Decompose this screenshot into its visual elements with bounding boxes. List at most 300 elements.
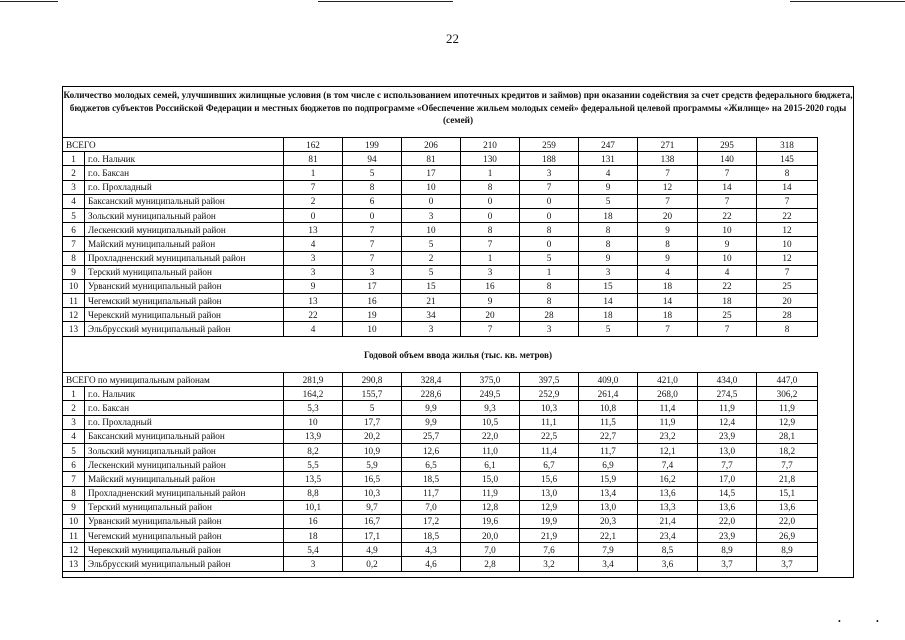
table-row	[63, 529, 818, 543]
district-name: Зольский муниципальный район	[85, 443, 284, 457]
table-cell: 0	[343, 208, 402, 222]
district-name: г.о. Баксан	[85, 166, 284, 180]
table-cell: 188	[520, 152, 579, 166]
table-cell: 14	[757, 180, 818, 194]
table-cell: 9	[579, 180, 638, 194]
row-number: 2	[63, 166, 85, 180]
table-cell: 261,4	[579, 387, 638, 401]
row-number: 3	[63, 415, 85, 429]
table-cell: 7	[757, 194, 818, 208]
district-name: Майский муниципальный район	[85, 472, 284, 486]
table-cell: 3	[579, 265, 638, 279]
table-cell: 11,9	[757, 401, 818, 415]
table-cell: 8	[461, 180, 520, 194]
table-cell: 6,5	[402, 458, 461, 472]
table-row	[63, 166, 818, 180]
table-cell: 4	[284, 237, 343, 251]
table-cell: 0	[520, 208, 579, 222]
table-cell: 1	[461, 166, 520, 180]
table-row	[63, 208, 818, 222]
housing-section-title: Годовой объем ввода жилья (тыс. кв. метров)	[363, 350, 553, 360]
table-cell: 5	[402, 265, 461, 279]
scan-mark: •	[838, 617, 841, 626]
table-cell: 5	[579, 194, 638, 208]
table-cell: 10	[757, 237, 818, 251]
table-cell: 3,2	[520, 557, 579, 571]
total-value: 271	[638, 138, 698, 152]
table-cell: 8	[579, 237, 638, 251]
table-cell: 17,1	[343, 529, 402, 543]
top-rule-middle	[318, 1, 453, 2]
table-cell: 8	[757, 166, 818, 180]
table-cell: 20,3	[579, 514, 638, 528]
table-cell: 9	[284, 279, 343, 293]
table-cell: 18	[638, 279, 698, 293]
table-cell: 94	[343, 152, 402, 166]
row-number: 8	[63, 486, 85, 500]
row-number: 6	[63, 223, 85, 237]
table-cell: 7	[757, 265, 818, 279]
total-value: 328,4	[402, 373, 461, 387]
table-cell: 9,7	[343, 500, 402, 514]
row-number: 12	[63, 543, 85, 557]
district-name: Терский муниципальный район	[85, 500, 284, 514]
table-cell: 13,6	[698, 500, 757, 514]
table-cell: 7	[343, 251, 402, 265]
table-cell: 131	[579, 152, 638, 166]
table-cell: 8	[520, 294, 579, 308]
top-rule-right	[790, 1, 905, 2]
table-cell: 0	[284, 208, 343, 222]
table-row	[63, 223, 818, 237]
table-cell: 11,9	[461, 486, 520, 500]
district-name: Эльбрусский муниципальный район	[85, 557, 284, 571]
table-cell: 25,7	[402, 429, 461, 443]
table-cell: 9,9	[402, 401, 461, 415]
table-cell: 12	[757, 223, 818, 237]
total-value: 259	[520, 138, 579, 152]
district-name: г.о. Нальчик	[85, 387, 284, 401]
table-cell: 20	[638, 208, 698, 222]
table-cell: 22	[698, 208, 757, 222]
table-cell: 7,4	[638, 458, 698, 472]
table-cell: 21,9	[520, 529, 579, 543]
table-cell: 13,3	[638, 500, 698, 514]
total-value: 281,9	[284, 373, 343, 387]
total-value: 210	[461, 138, 520, 152]
table-cell: 22,0	[698, 514, 757, 528]
row-number: 4	[63, 194, 85, 208]
table-row	[63, 543, 818, 557]
row-number: 1	[63, 152, 85, 166]
table-cell: 16,5	[343, 472, 402, 486]
table-cell: 9	[638, 223, 698, 237]
table-cell: 4	[698, 265, 757, 279]
table-cell: 7	[520, 180, 579, 194]
row-number: 13	[63, 557, 85, 571]
district-name: г.о. Баксан	[85, 401, 284, 415]
table-cell: 15	[402, 279, 461, 293]
table-cell: 249,5	[461, 387, 520, 401]
table-cell: 10	[402, 223, 461, 237]
row-number: 6	[63, 458, 85, 472]
table-row	[63, 294, 818, 308]
district-name: г.о. Прохладный	[85, 415, 284, 429]
district-name: Черекский муниципальный район	[85, 543, 284, 557]
table-cell: 6,1	[461, 458, 520, 472]
row-number: 13	[63, 322, 85, 336]
row-number: 1	[63, 387, 85, 401]
table-cell: 7,7	[698, 458, 757, 472]
table-cell: 22,0	[757, 514, 818, 528]
table-cell: 7	[284, 180, 343, 194]
row-number: 5	[63, 443, 85, 457]
table-cell: 145	[757, 152, 818, 166]
table-cell: 8,8	[284, 486, 343, 500]
table-cell: 11,7	[579, 443, 638, 457]
table-cell: 9	[461, 294, 520, 308]
table-cell: 7	[461, 237, 520, 251]
table-cell: 5,4	[284, 543, 343, 557]
table-cell: 13,0	[698, 443, 757, 457]
table-cell: 7	[698, 194, 757, 208]
table-cell: 14	[579, 294, 638, 308]
table-cell: 252,9	[520, 387, 579, 401]
table-cell: 22,0	[461, 429, 520, 443]
district-name: Лескенский муниципальный район	[85, 223, 284, 237]
table-cell: 20,2	[343, 429, 402, 443]
district-name: Черекский муниципальный район	[85, 308, 284, 322]
table-cell: 18	[579, 208, 638, 222]
table-cell: 3,4	[579, 557, 638, 571]
table-cell: 6	[343, 194, 402, 208]
table-row	[63, 387, 818, 401]
table-cell: 7	[638, 194, 698, 208]
table-cell: 8,9	[698, 543, 757, 557]
row-number: 10	[63, 514, 85, 528]
table-cell: 22,7	[579, 429, 638, 443]
table-cell: 8,5	[638, 543, 698, 557]
table-cell: 8	[638, 237, 698, 251]
table-cell: 16,2	[638, 472, 698, 486]
table-cell: 10	[402, 180, 461, 194]
table-cell: 20	[461, 308, 520, 322]
table-cell: 12,9	[757, 415, 818, 429]
table-cell: 13,6	[757, 500, 818, 514]
table-cell: 6,9	[579, 458, 638, 472]
table-cell: 23,9	[698, 429, 757, 443]
total-value: 409,0	[579, 373, 638, 387]
table-cell: 9	[638, 251, 698, 265]
district-name: Лескенский муниципальный район	[85, 458, 284, 472]
table-cell: 13,5	[284, 472, 343, 486]
table-cell: 23,4	[638, 529, 698, 543]
table-cell: 3	[284, 557, 343, 571]
table-cell: 14	[698, 180, 757, 194]
table-cell: 138	[638, 152, 698, 166]
table-cell: 21,4	[638, 514, 698, 528]
table-cell: 34	[402, 308, 461, 322]
table-cell: 3	[402, 322, 461, 336]
table-cell: 7,0	[402, 500, 461, 514]
table-cell: 11,9	[638, 415, 698, 429]
table-cell: 5,5	[284, 458, 343, 472]
table-cell: 2	[284, 194, 343, 208]
table-cell: 13,9	[284, 429, 343, 443]
table-row	[63, 415, 818, 429]
district-name: Майский муниципальный район	[85, 237, 284, 251]
district-name: Зольский муниципальный район	[85, 208, 284, 222]
table-cell: 5	[343, 401, 402, 415]
table-cell: 20	[757, 294, 818, 308]
table-cell: 8	[520, 223, 579, 237]
table-cell: 8,9	[757, 543, 818, 557]
table-cell: 130	[461, 152, 520, 166]
table-cell: 12,9	[520, 500, 579, 514]
table-cell: 4	[284, 322, 343, 336]
table-row	[63, 500, 818, 514]
table-cell: 22	[757, 208, 818, 222]
table-cell: 19,6	[461, 514, 520, 528]
total-value: 199	[343, 138, 402, 152]
table-row	[63, 279, 818, 293]
table-cell: 3,6	[638, 557, 698, 571]
table-cell: 8	[757, 322, 818, 336]
total-row	[63, 138, 818, 152]
total-value: 397,5	[520, 373, 579, 387]
table-cell: 15,9	[579, 472, 638, 486]
table-cell: 164,2	[284, 387, 343, 401]
table-row	[63, 458, 818, 472]
table-cell: 10	[284, 415, 343, 429]
total-value: 162	[284, 138, 343, 152]
table-cell: 19	[343, 308, 402, 322]
table-cell: 5	[520, 251, 579, 265]
district-name: Урванский муниципальный район	[85, 279, 284, 293]
total-value: 206	[402, 138, 461, 152]
row-number: 12	[63, 308, 85, 322]
table-cell: 11,9	[698, 401, 757, 415]
table-cell: 3	[520, 166, 579, 180]
table-cell: 26,9	[757, 529, 818, 543]
table-cell: 10,5	[461, 415, 520, 429]
district-name: Баксанский муниципальный район	[85, 194, 284, 208]
table-cell: 155,7	[343, 387, 402, 401]
housing-table	[62, 372, 818, 572]
table-row	[63, 322, 818, 336]
table-cell: 4,9	[343, 543, 402, 557]
table-cell: 0	[461, 194, 520, 208]
table-row	[63, 308, 818, 322]
row-number: 2	[63, 401, 85, 415]
table-cell: 22	[284, 308, 343, 322]
table-cell: 9	[698, 237, 757, 251]
table-cell: 10	[343, 322, 402, 336]
table-cell: 9,9	[402, 415, 461, 429]
table-cell: 7	[638, 322, 698, 336]
table-cell: 8	[520, 279, 579, 293]
table-cell: 7	[461, 322, 520, 336]
row-number: 3	[63, 180, 85, 194]
row-number: 10	[63, 279, 85, 293]
table-cell: 15,0	[461, 472, 520, 486]
row-number: 11	[63, 529, 85, 543]
table-cell: 3	[520, 322, 579, 336]
table-cell: 3	[461, 265, 520, 279]
table-cell: 18	[698, 294, 757, 308]
total-value: 434,0	[698, 373, 757, 387]
table-cell: 16	[284, 514, 343, 528]
table-cell: 7	[638, 166, 698, 180]
row-number: 4	[63, 429, 85, 443]
total-value: 247	[579, 138, 638, 152]
table-cell: 18,5	[402, 472, 461, 486]
total-value: 447,0	[757, 373, 818, 387]
table-cell: 12	[638, 180, 698, 194]
total-value: 318	[757, 138, 818, 152]
table-cell: 2,8	[461, 557, 520, 571]
table-cell: 16,7	[343, 514, 402, 528]
table-cell: 0,2	[343, 557, 402, 571]
table-cell: 228,6	[402, 387, 461, 401]
table-cell: 16	[461, 279, 520, 293]
table-cell: 15	[579, 279, 638, 293]
total-value: 421,0	[638, 373, 698, 387]
total-label: ВСЕГО	[63, 138, 284, 152]
table-caption: Количество молодых семей, улучшивших жилищные условия (в том числе с использованием ипотечных кредитов и займов) при оказании содействия за счет средств федерального бюджета, бюджетов субъектов Российской Федерации и местных бюджетов по подпрограмме «Обеспечение жильем молодых семей» федеральной целевой программы «Жилище» на 2015-2020 годы (семей)	[63, 90, 853, 126]
table-cell: 15,6	[520, 472, 579, 486]
table-cell: 7	[343, 223, 402, 237]
row-number: 11	[63, 294, 85, 308]
table-cell: 5,9	[343, 458, 402, 472]
table-row	[63, 237, 818, 251]
table-cell: 12,8	[461, 500, 520, 514]
table-cell: 4	[638, 265, 698, 279]
table-cell: 3	[284, 265, 343, 279]
table-cell: 23,9	[698, 529, 757, 543]
scan-mark: •	[876, 617, 879, 626]
total-value: 375,0	[461, 373, 520, 387]
table-cell: 11,4	[638, 401, 698, 415]
table-cell: 18	[638, 308, 698, 322]
table-row	[63, 194, 818, 208]
table-cell: 28	[520, 308, 579, 322]
table-cell: 11,1	[520, 415, 579, 429]
table-cell: 12,4	[698, 415, 757, 429]
district-name: Прохладненский муниципальный район	[85, 486, 284, 500]
table-cell: 21	[402, 294, 461, 308]
table-cell: 17,7	[343, 415, 402, 429]
table-cell: 12,1	[638, 443, 698, 457]
table-cell: 12,6	[402, 443, 461, 457]
table-cell: 274,5	[698, 387, 757, 401]
row-number: 7	[63, 472, 85, 486]
row-number: 9	[63, 265, 85, 279]
table-cell: 13,6	[638, 486, 698, 500]
table-cell: 10,9	[343, 443, 402, 457]
table-cell: 8	[343, 180, 402, 194]
table-cell: 13,0	[579, 500, 638, 514]
table-row	[63, 472, 818, 486]
table-cell: 140	[698, 152, 757, 166]
table-cell: 17,2	[402, 514, 461, 528]
table-cell: 8	[461, 223, 520, 237]
table-cell: 28	[757, 308, 818, 322]
row-number: 9	[63, 500, 85, 514]
table-cell: 1	[461, 251, 520, 265]
table-cell: 13,4	[579, 486, 638, 500]
district-name: Чегемский муниципальный район	[85, 294, 284, 308]
table-cell: 4,3	[402, 543, 461, 557]
table-cell: 11,0	[461, 443, 520, 457]
table-cell: 1	[520, 265, 579, 279]
table-cell: 10,3	[520, 401, 579, 415]
table-row	[63, 401, 818, 415]
table-cell: 28,1	[757, 429, 818, 443]
district-name: Баксанский муниципальный район	[85, 429, 284, 443]
table-cell: 8,2	[284, 443, 343, 457]
table-cell: 13	[284, 294, 343, 308]
table-cell: 3,7	[757, 557, 818, 571]
district-name: Урванский муниципальный район	[85, 514, 284, 528]
table-cell: 3,7	[698, 557, 757, 571]
table-cell: 4,6	[402, 557, 461, 571]
table-cell: 18	[284, 529, 343, 543]
table-row	[63, 443, 818, 457]
table-cell: 0	[520, 237, 579, 251]
table-cell: 17	[402, 166, 461, 180]
table-cell: 10,1	[284, 500, 343, 514]
table-cell: 20,0	[461, 529, 520, 543]
table-cell: 18,2	[757, 443, 818, 457]
table-row	[63, 265, 818, 279]
table-cell: 22,5	[520, 429, 579, 443]
table-row	[63, 251, 818, 265]
table-cell: 10,8	[579, 401, 638, 415]
table-cell: 2	[402, 251, 461, 265]
table-cell: 3	[402, 208, 461, 222]
table-cell: 22,1	[579, 529, 638, 543]
page-number: 22	[446, 31, 459, 46]
table-cell: 13,0	[520, 486, 579, 500]
table-row	[63, 180, 818, 194]
families-table	[62, 137, 818, 337]
table-cell: 14,5	[698, 486, 757, 500]
table-cell: 19,9	[520, 514, 579, 528]
table-cell: 8	[579, 223, 638, 237]
table-cell: 7,6	[520, 543, 579, 557]
table-cell: 7	[698, 166, 757, 180]
table-row	[63, 486, 818, 500]
top-rule-left	[0, 1, 58, 2]
table-cell: 18,5	[402, 529, 461, 543]
row-number: 5	[63, 208, 85, 222]
total-label: ВСЕГО по муниципальным районам	[63, 373, 284, 387]
total-row	[63, 373, 818, 387]
table-cell: 3	[343, 265, 402, 279]
table-cell: 81	[284, 152, 343, 166]
table-cell: 15,1	[757, 486, 818, 500]
table-cell: 17,0	[698, 472, 757, 486]
table-cell: 11,7	[402, 486, 461, 500]
district-name: Терский муниципальный район	[85, 265, 284, 279]
table-cell: 81	[402, 152, 461, 166]
table-cell: 306,2	[757, 387, 818, 401]
total-value: 295	[698, 138, 757, 152]
table-cell: 5	[579, 322, 638, 336]
table-cell: 11,5	[579, 415, 638, 429]
table-cell: 6,7	[520, 458, 579, 472]
